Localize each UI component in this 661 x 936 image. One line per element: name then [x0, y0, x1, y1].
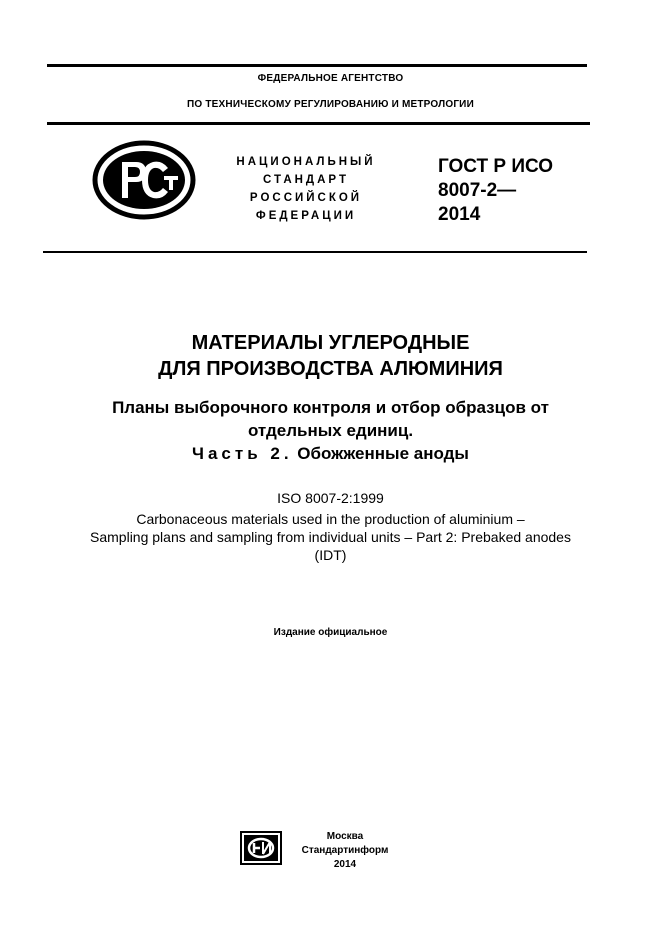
iso-title-line-1: Carbonaceous materials used in the production of aluminium – — [136, 511, 525, 527]
title-line-2: ДЛЯ ПРОИЗВОДСТВА АЛЮМИНИЯ — [158, 358, 503, 380]
part-title — [0, 442, 661, 465]
agency-line-2: ПО ТЕХНИЧЕСКОМУ РЕГУЛИРОВАНИЮ И МЕТРОЛОГИИ — [187, 99, 474, 110]
iso-title-line-2: Sampling plans and sampling from individual units – Part 2: Prebaked anodes — [90, 529, 571, 545]
rst-logo — [92, 140, 196, 220]
designation-line-1: ГОСТ Р ИСО — [438, 156, 554, 177]
national-line-3: РОССИЙСКОЙ — [249, 192, 363, 204]
national-standard-label — [222, 153, 390, 225]
subtitle-line-1: Планы выборочного контроля и отбор образцов от — [112, 398, 549, 417]
official-edition: Издание официальное — [273, 627, 388, 638]
publisher-name: Стандартинформ — [301, 845, 389, 856]
designation-line-3: 2014 — [438, 204, 481, 225]
top-rule — [47, 64, 587, 67]
publisher-city: Москва — [326, 831, 364, 842]
title-line-1: МАТЕРИАЛЫ УГЛЕРОДНЫЕ — [191, 332, 470, 354]
designation-line-2: 8007-2— — [438, 180, 517, 201]
publisher-year: 2014 — [333, 859, 357, 870]
header-block-rule — [43, 251, 587, 253]
agency-line-1: ФЕДЕРАЛЬНОЕ АГЕНТСТВО — [257, 73, 404, 84]
rst-certification-mark-icon — [92, 140, 196, 220]
publisher-block — [290, 830, 400, 872]
standartinform-logo-icon — [240, 831, 282, 865]
standard-designation — [438, 155, 608, 227]
subtitle-line-2: отдельных единиц. — [247, 421, 414, 440]
iso-title-line-3: (IDT) — [314, 547, 347, 563]
iso-number: ISO 8007-2:1999 — [277, 490, 384, 506]
part-label: Часть 2. — [192, 444, 293, 463]
national-line-1: НАЦИОНАЛЬНЫЙ — [236, 156, 376, 168]
standartinform-logo — [240, 831, 282, 865]
part-name: Обожженные аноды — [297, 444, 469, 463]
national-line-4: ФЕДЕРАЦИИ — [255, 210, 357, 222]
header-bottom-rule — [47, 122, 590, 125]
national-line-2: СТАНДАРТ — [263, 174, 349, 186]
